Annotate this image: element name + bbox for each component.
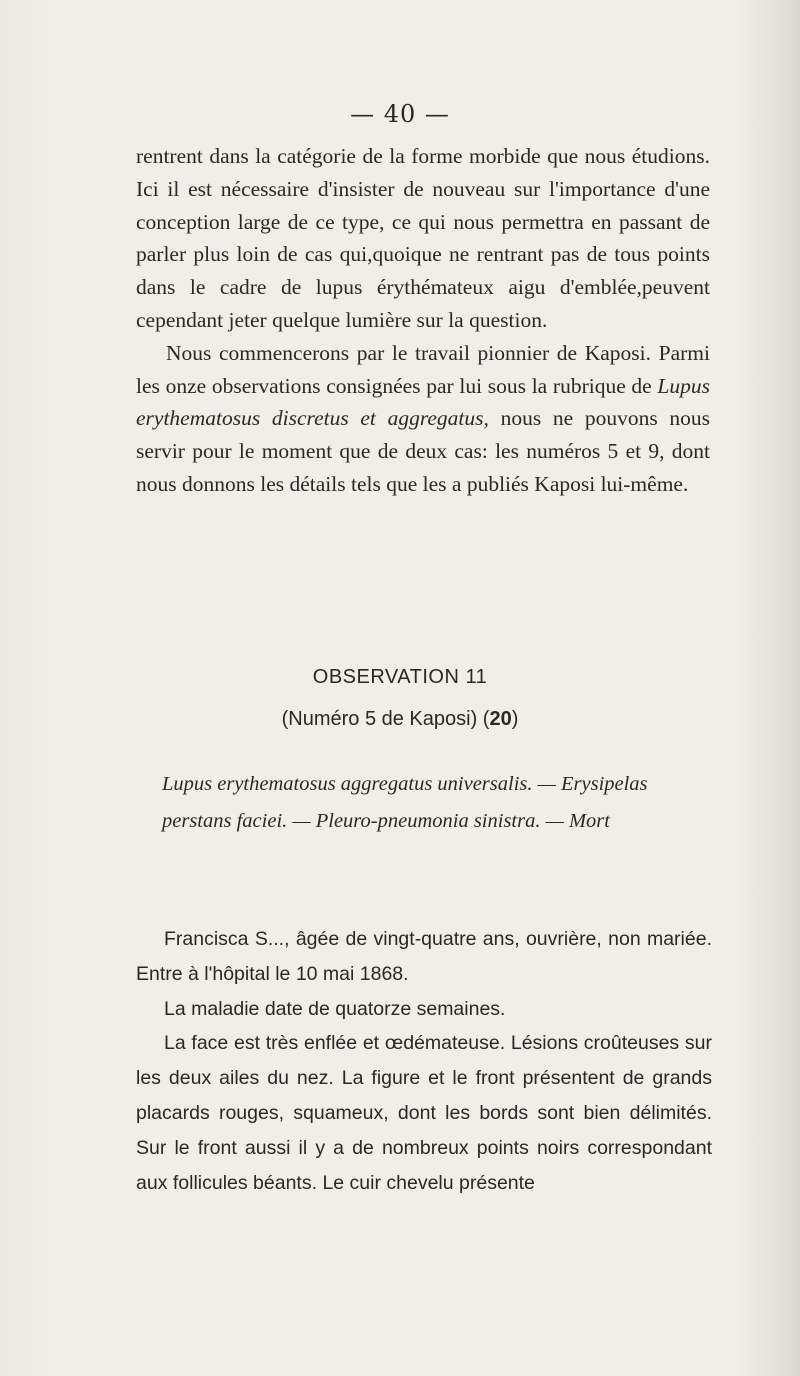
observation-subtitle-close: ) [511, 708, 519, 730]
page-number: — 40 — [350, 100, 450, 128]
case-paragraph: Francisca S..., âgée de vingt-quatre ans, ouvrière, non mariée. Entre à l'hôpital le 10 mai 1868. [136, 928, 712, 985]
intro-text [136, 140, 710, 501]
lupus-rubric-title: Lupus erythematosus discretus et aggregatus, [136, 373, 710, 431]
observation-summary: Lupus erythematosus aggregatus universalis. — Erysipelas perstans faciei. — Pleuro-pneumonia sinistra. — Mort [162, 773, 648, 832]
case-paragraph: La maladie date de quatorze semaines. [164, 997, 506, 1020]
case-paragraph: La face est très enflée et œdémateuse. Lésions croûteuses sur les deux ailes du nez. La figure et le front présentent de grands placards rouges, squameux, dont les bords sont bien délimités. Sur le front aussi il y a de nombreux points noirs correspondant aux follicules béants. Le cuir chevelu présente [136, 1032, 712, 1194]
intro-paragraph-2 [136, 337, 710, 501]
case-description [136, 922, 712, 1200]
intro-paragraph-2-end: nous ne pouvons nous servir pour le moment que de deux cas: les numéros 5 et 9, dont nous donnons les détails tels que les a publiés Kaposi lui-même. [136, 406, 710, 496]
observation-subtitle [0, 708, 800, 731]
reference-number: 20 [489, 708, 512, 730]
intro-paragraph-2-start: Nous commencerons par le travail pionnier de Kaposi. Parmi les onze observations consignées par lui sous la rubrique de [136, 340, 710, 398]
observation-title: OBSERVATION 11 [312, 666, 488, 688]
observation-subtitle-text: (Numéro 5 de Kaposi) ( [281, 708, 490, 730]
intro-paragraph-1: rentrent dans la catégorie de la forme morbide que nous étudions. Ici il est nécessaire d'insister de nouveau sur l'importance d'une conception large de ce type, ce qui nous permettra en passant de parler plus loin de cas qui,quoique ne rentrant pas de tous points dans le cadre de lupus érythémateux aigu d'emblée,peuvent cependant jeter quelque lumière sur la question. [136, 144, 710, 332]
